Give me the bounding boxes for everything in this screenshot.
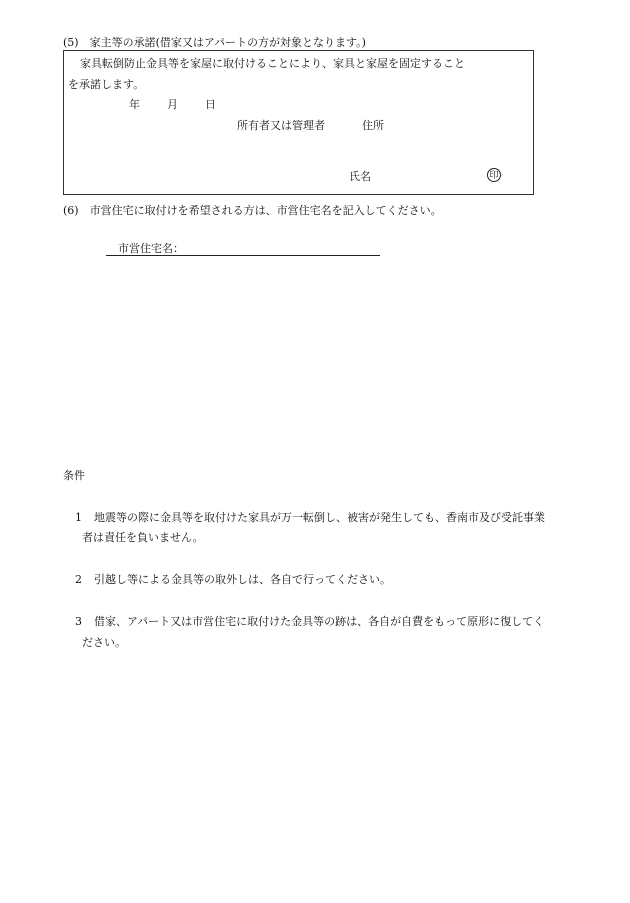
condition-1-line2: 者は責任を負いません。 xyxy=(82,531,204,544)
condition-3-line1: 借家、アパート又は市営住宅に取付けた金具等の跡は、各自が自費をもって原形に復してく xyxy=(94,615,545,628)
date-day-label: 日 xyxy=(205,98,216,111)
seal-mark: 印 xyxy=(487,168,501,182)
date-year-label: 年 xyxy=(129,98,140,111)
date-month-label: 月 xyxy=(167,98,178,111)
section6-heading: (6) 市営住宅に取付けを希望される方は、市営住宅名を記入してください。 xyxy=(63,204,442,217)
address-label: 住所 xyxy=(362,119,384,132)
condition-3-number: 3 xyxy=(75,615,82,628)
condition-1-number: 1 xyxy=(75,511,82,524)
consent-text-line2: を承諾します。 xyxy=(68,78,145,91)
name-label: 氏名 xyxy=(349,170,371,183)
municipal-housing-label: 市営住宅名： xyxy=(118,242,184,255)
owner-label: 所有者又は管理者 xyxy=(237,119,325,132)
municipal-housing-field[interactable] xyxy=(106,254,380,256)
section5-heading: (5) 家主等の承諾(借家又はアパートの方が対象となります。) xyxy=(63,36,366,49)
condition-3-line2: ださい。 xyxy=(82,636,126,649)
condition-2-number: 2 xyxy=(75,573,82,586)
consent-text-line1: 家具転倒防止金具等を家屋に取付けることにより、家具と家屋を固定すること xyxy=(80,57,465,70)
conditions-title: 条件 xyxy=(63,469,85,482)
condition-2-line1: 引越し等による金具等の取外しは、各自で行ってください。 xyxy=(94,573,391,586)
condition-1-line1: 地震等の際に金具等を取付けた家具が万一転倒し、被害が発生しても、香南市及び受託事業 xyxy=(94,511,545,524)
